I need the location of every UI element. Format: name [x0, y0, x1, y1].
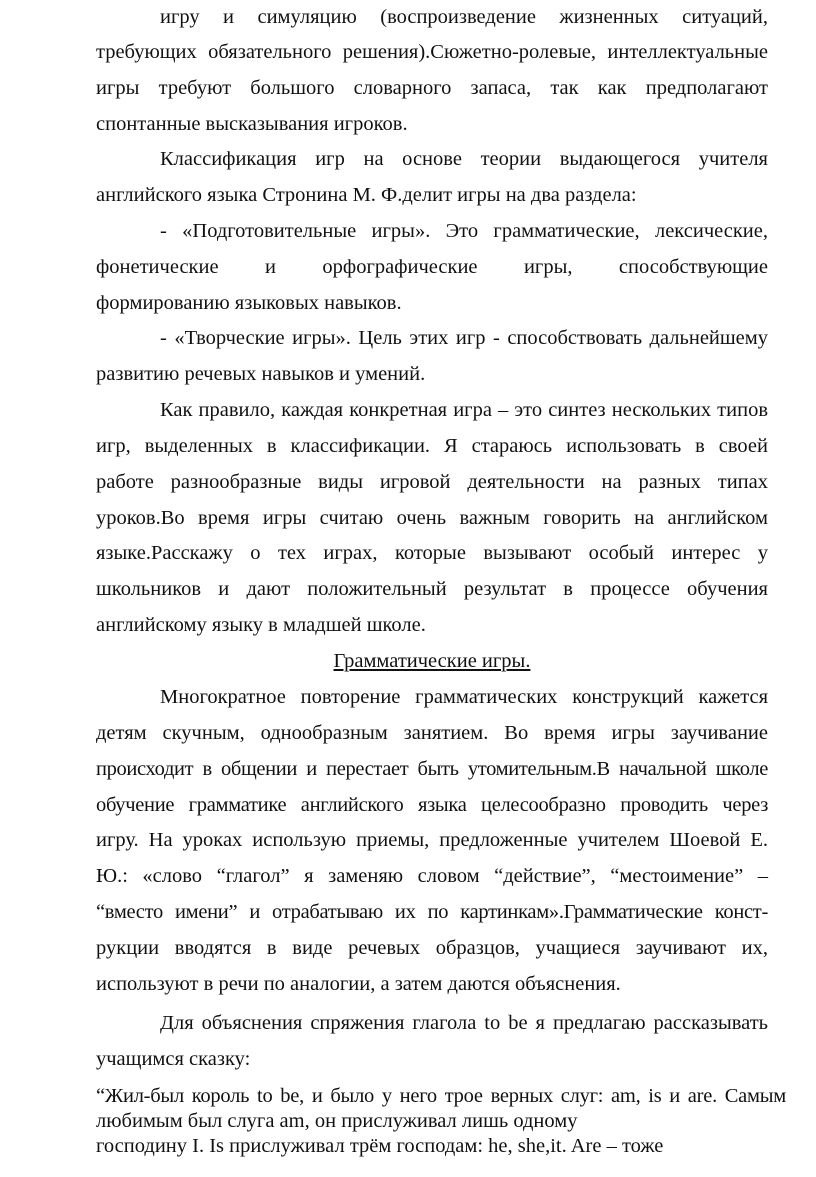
- text-line: Ю.: «слово “глагол” я заменяю словом “действие”, “местоимение” –: [96, 865, 768, 888]
- text-line: Для объяснения спряжения глагола to be я предлагаю рассказывать: [160, 1012, 768, 1034]
- paragraph-6: [160, 680, 768, 716]
- text-line: “Жил-был король to be, и было у него трое верных слуг: am, is и are. Самым: [96, 1085, 786, 1107]
- text-line: обучение грамматике английского языка целесообразно проводить через: [96, 793, 768, 816]
- paragraph-1: [160, 0, 768, 36]
- text-line: - «Творческие игры». Цель этих игр - способствовать дальнейшему: [160, 327, 768, 349]
- text-line: спонтанные высказывания игроков.: [96, 112, 408, 135]
- text-line: любимым был слуга am, он прислуживал лишь одному: [96, 1110, 578, 1132]
- paragraph-3-cont: [96, 250, 768, 322]
- paragraph-1-cont: [96, 35, 768, 142]
- text-line: уроков.Во время игры считаю очень важным говорить на английском: [96, 506, 768, 529]
- section-heading: Грамматические игры.: [333, 650, 531, 672]
- text-line: игру и симуляцию (воспроизведение жизненных ситуаций,: [160, 6, 768, 28]
- text-line: игру. На уроках использую приемы, предложенные учителем Шоевой Е.: [96, 829, 768, 852]
- text-line: формированию языковых навыков.: [96, 291, 402, 314]
- text-line: школьников и дают положительный результат в процессе обучения: [96, 578, 768, 601]
- text-line: детям скучным, однообразным занятием. Во время игры заучивание: [96, 722, 768, 744]
- text-line: рукции вводятся в виде речевых образцов, учащиеся заучивают их,: [96, 936, 768, 959]
- paragraph-2-cont: [96, 178, 768, 214]
- text-line: Классификация игр на основе теории выдающегося учителя: [160, 148, 768, 170]
- paragraph-7: [160, 1006, 768, 1042]
- text-line: работе разнообразные виды игровой деятельности на разных типах: [96, 470, 768, 493]
- text-line: языке.Расскажу о тех играх, которые вызывают особый интерес у: [96, 542, 768, 565]
- paragraph-3: [160, 214, 768, 250]
- text-line: используют в речи по аналогии, а затем даются объяснения.: [96, 972, 621, 995]
- text-line: английского языка Стронина М. Ф.делит игры на два раздела:: [96, 184, 637, 206]
- paragraph-4: [160, 321, 768, 357]
- paragraph-5: [160, 393, 768, 429]
- text-line: Как правило, каждая конкретная игра – это синтез нескольких типов: [160, 399, 768, 421]
- text-line: развитию речевых навыков и умений.: [96, 363, 426, 385]
- text-line: фонетические и орфографические игры, способствующие: [96, 256, 768, 278]
- text-line: Многократное повторение грамматических конструкций кажется: [160, 686, 768, 708]
- paragraph-6-cont: [96, 716, 768, 1002]
- text-line: требующих обязательного решения).Сюжетно-ролевые, интеллектуальные: [96, 41, 768, 63]
- paragraph-2: [160, 142, 768, 178]
- paragraph-4-cont: [96, 357, 768, 393]
- text-line: учащимся сказку:: [96, 1048, 251, 1070]
- story-quote: [96, 1084, 786, 1159]
- paragraph-7-cont: [96, 1042, 768, 1078]
- paragraph-5-cont: [96, 429, 768, 644]
- text-line: английскому языку в младшей школе.: [96, 613, 426, 636]
- text-line: господину I. Is прислуживал трём господам: he, she,it. Are – тоже: [96, 1135, 664, 1157]
- text-line: игры требуют большого словарного запаса, так как предполагают: [96, 76, 768, 99]
- text-line: - «Подготовительные игры». Это грамматические, лексические,: [160, 220, 768, 242]
- text-line: “вместо имени” и отрабатываю их по картинкам».Грамматические конст-: [96, 900, 768, 923]
- text-line: происходит в общении и перестает быть утомительным.В начальной школе: [96, 757, 768, 780]
- text-line: игр, выделенных в классификации. Я стараюсь использовать в своей: [96, 435, 768, 457]
